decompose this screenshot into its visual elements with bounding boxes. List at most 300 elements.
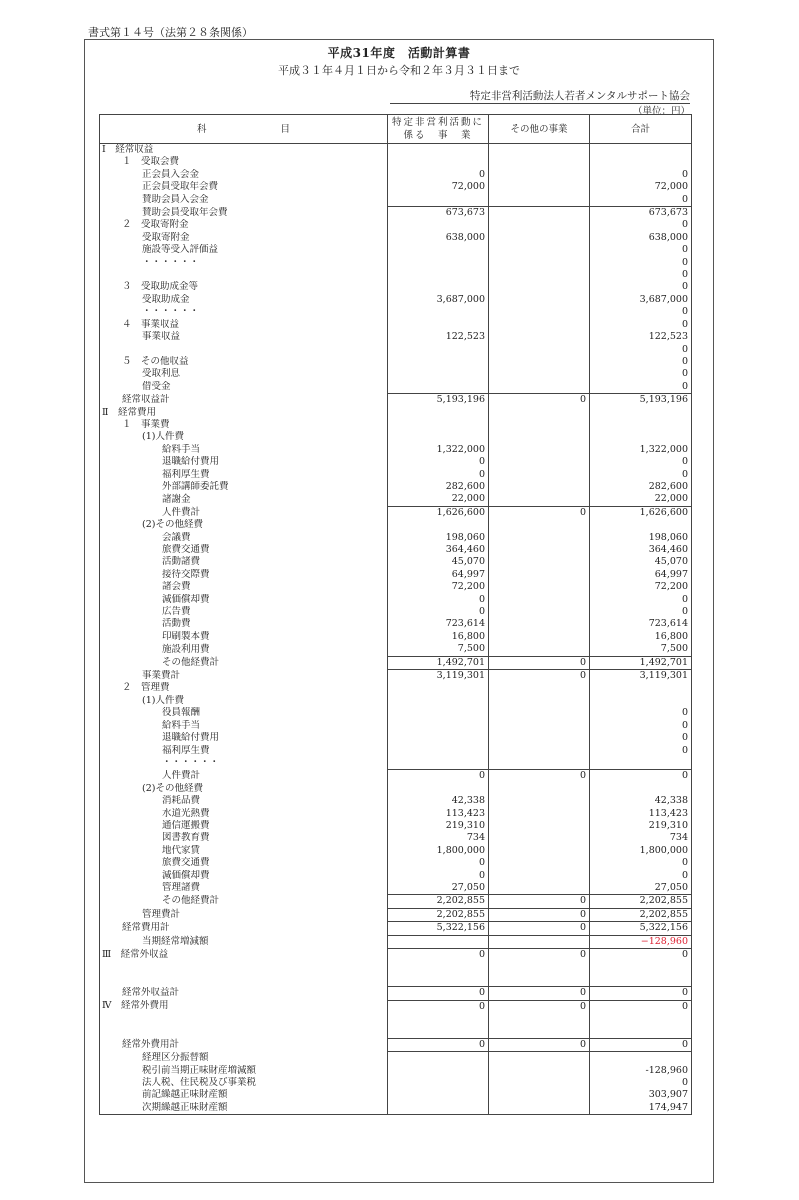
row-label: 消耗品費 (100, 795, 388, 807)
total-amount (590, 431, 692, 443)
total-amount (590, 1013, 692, 1025)
specific-activities-amount (388, 244, 489, 256)
total-amount (590, 407, 692, 419)
specific-activities-amount (388, 156, 489, 168)
total-amount: 0 (590, 368, 692, 380)
table-row (100, 832, 692, 844)
table-row (100, 922, 692, 935)
row-label: 広告費 (100, 606, 388, 618)
specific-activities-amount: 5,193,196 (388, 394, 489, 407)
table-row (100, 232, 692, 244)
row-label: １ 事業費 (100, 419, 388, 431)
table-row (100, 556, 692, 568)
specific-activities-amount: 638,000 (388, 232, 489, 244)
table-row (100, 281, 692, 293)
total-amount: 113,423 (590, 808, 692, 820)
table-row (100, 544, 692, 556)
table-row (100, 532, 692, 544)
row-label: Ⅲ 経常外収益 (100, 948, 388, 961)
other-activities-amount (489, 381, 590, 394)
specific-activities-amount (388, 269, 489, 281)
specific-activities-amount: 0 (388, 1000, 489, 1013)
table-row (100, 581, 692, 593)
other-activities-amount (489, 808, 590, 820)
specific-activities-amount (388, 419, 489, 431)
specific-activities-amount: 2,202,855 (388, 908, 489, 921)
row-label: (2)その他経費 (100, 519, 388, 531)
row-label: 前記繰越正味財産額 (100, 1089, 388, 1101)
row-label: 退職給付費用 (100, 456, 388, 468)
specific-activities-amount: 0 (388, 857, 489, 869)
total-amount (590, 974, 692, 987)
total-amount: 734 (590, 832, 692, 844)
total-amount: 122,523 (590, 331, 692, 343)
row-label: 給料手当 (100, 720, 388, 732)
activity-statement-table (99, 114, 692, 1115)
row-label: 賛助会員受取年会費 (100, 207, 388, 220)
total-amount: 72,000 (590, 181, 692, 193)
table-row (100, 1013, 692, 1025)
other-activities-amount: 0 (489, 770, 590, 783)
other-activities-amount (489, 795, 590, 807)
total-amount: 0 (590, 1038, 692, 1051)
form-number: 書式第１４号（法第２８条関係） (88, 26, 253, 39)
total-amount: 0 (590, 306, 692, 318)
table-row (100, 908, 692, 921)
total-amount: 5,193,196 (590, 394, 692, 407)
specific-activities-amount: 0 (388, 456, 489, 468)
other-activities-amount (489, 419, 590, 431)
row-label (100, 974, 388, 987)
other-activities-amount (489, 594, 590, 606)
specific-activities-amount (388, 695, 489, 707)
total-amount: 42,338 (590, 795, 692, 807)
other-activities-amount (489, 961, 590, 973)
total-amount: 303,907 (590, 1089, 692, 1101)
table-row (100, 783, 692, 795)
total-amount (590, 156, 692, 168)
total-amount: 0 (590, 857, 692, 869)
row-label: ２ 管理費 (100, 682, 388, 694)
specific-activities-amount: 0 (388, 870, 489, 882)
table-row (100, 707, 692, 719)
other-activities-amount (489, 331, 590, 343)
specific-activities-amount: 282,600 (388, 481, 489, 493)
row-label: Ⅳ 経常外費用 (100, 1000, 388, 1013)
table-row (100, 368, 692, 380)
total-amount (590, 961, 692, 973)
table-row (100, 882, 692, 895)
row-label (100, 1025, 388, 1038)
other-activities-amount (489, 169, 590, 181)
other-activities-amount (489, 1077, 590, 1089)
table-row (100, 481, 692, 493)
specific-activities-amount (388, 961, 489, 973)
total-amount: 364,460 (590, 544, 692, 556)
row-label: ・・・・・・ (100, 757, 388, 770)
row-label: ４ 事業収益 (100, 319, 388, 331)
total-amount: 27,050 (590, 882, 692, 895)
other-activities-amount (489, 481, 590, 493)
row-label: Ⅰ 経常収益 (100, 144, 388, 157)
total-amount: 45,070 (590, 556, 692, 568)
specific-activities-amount: 219,310 (388, 820, 489, 832)
other-activities-amount (489, 732, 590, 744)
specific-activities-amount: 364,460 (388, 544, 489, 556)
specific-activities-amount (388, 974, 489, 987)
row-label: 人件費計 (100, 506, 388, 519)
table-row (100, 820, 692, 832)
row-label: 賛助会員入会金 (100, 194, 388, 207)
specific-activities-amount (388, 1077, 489, 1089)
other-activities-amount (489, 181, 590, 193)
table-row (100, 845, 692, 857)
other-activities-amount (489, 1013, 590, 1025)
specific-activities-amount (388, 519, 489, 531)
header-other-activities: その他の事業 (489, 115, 590, 144)
specific-activities-amount (388, 431, 489, 443)
total-amount: 0 (590, 219, 692, 231)
specific-activities-amount: 2,202,855 (388, 895, 489, 908)
total-amount: −128,960 (590, 935, 692, 948)
table-row (100, 643, 692, 656)
total-amount: 1,800,000 (590, 845, 692, 857)
total-amount: 0 (590, 1000, 692, 1013)
specific-activities-amount (388, 720, 489, 732)
specific-activities-amount: 122,523 (388, 331, 489, 343)
other-activities-amount (489, 431, 590, 443)
total-amount: -128,960 (590, 1065, 692, 1077)
table-row (100, 1102, 692, 1115)
row-label: 受取利息 (100, 368, 388, 380)
specific-activities-amount: 113,423 (388, 808, 489, 820)
other-activities-amount: 0 (489, 948, 590, 961)
specific-activities-amount: 0 (388, 594, 489, 606)
total-amount: 638,000 (590, 232, 692, 244)
specific-activities-amount (388, 783, 489, 795)
row-label: 地代家賃 (100, 845, 388, 857)
other-activities-amount (489, 870, 590, 882)
specific-activities-amount (388, 344, 489, 356)
table-header-row (100, 115, 692, 144)
total-amount (590, 519, 692, 531)
row-label: 通信運搬費 (100, 820, 388, 832)
table-row (100, 456, 692, 468)
row-label: 正会員入会金 (100, 169, 388, 181)
total-amount: 16,800 (590, 631, 692, 643)
other-activities-amount (489, 783, 590, 795)
specific-activities-amount (388, 319, 489, 331)
specific-activities-amount: 1,492,701 (388, 656, 489, 669)
other-activities-amount (489, 845, 590, 857)
table-row (100, 1038, 692, 1051)
specific-activities-amount: 7,500 (388, 643, 489, 656)
table-row (100, 519, 692, 531)
row-label: ・・・・・・ (100, 257, 388, 269)
total-amount (590, 1025, 692, 1038)
total-amount: 0 (590, 169, 692, 181)
total-amount: 174,947 (590, 1102, 692, 1115)
total-amount: 0 (590, 606, 692, 618)
other-activities-amount: 0 (489, 1000, 590, 1013)
row-label: 活動費 (100, 618, 388, 630)
total-amount: 0 (590, 244, 692, 256)
total-amount: 0 (590, 720, 692, 732)
row-label: 役員報酬 (100, 707, 388, 719)
total-amount: 219,310 (590, 820, 692, 832)
total-amount: 2,202,855 (590, 895, 692, 908)
row-label: 事業費計 (100, 670, 388, 683)
specific-activities-amount (388, 757, 489, 770)
table-row (100, 1089, 692, 1101)
table-row (100, 344, 692, 356)
specific-activities-amount (388, 356, 489, 368)
row-label: 管理費計 (100, 908, 388, 921)
table-row (100, 1000, 692, 1013)
specific-activities-amount: 1,322,000 (388, 444, 489, 456)
specific-activities-amount: 198,060 (388, 532, 489, 544)
row-label: 当期経常増減額 (100, 935, 388, 948)
other-activities-amount (489, 695, 590, 707)
other-activities-amount: 0 (489, 670, 590, 683)
other-activities-amount (489, 407, 590, 419)
row-label: 経常費用計 (100, 922, 388, 935)
row-label: 経常外費用計 (100, 1038, 388, 1051)
table-row (100, 144, 692, 157)
other-activities-amount (489, 1065, 590, 1077)
table-row (100, 394, 692, 407)
table-row (100, 169, 692, 181)
specific-activities-amount (388, 257, 489, 269)
other-activities-amount (489, 974, 590, 987)
specific-activities-amount: 45,070 (388, 556, 489, 568)
total-amount: 0 (590, 732, 692, 744)
total-amount: 0 (590, 381, 692, 394)
table-row (100, 695, 692, 707)
table-row (100, 181, 692, 193)
other-activities-amount (489, 720, 590, 732)
other-activities-amount (489, 556, 590, 568)
other-activities-amount (489, 1025, 590, 1038)
total-amount: 0 (590, 469, 692, 481)
row-label: 経理区分振替額 (100, 1052, 388, 1065)
table-row (100, 732, 692, 744)
row-label: 経常収益計 (100, 394, 388, 407)
row-label: 事業収益 (100, 331, 388, 343)
other-activities-amount (489, 745, 590, 757)
row-label: 管理諸費 (100, 882, 388, 895)
row-label: 受取助成金 (100, 294, 388, 306)
other-activities-amount: 0 (489, 895, 590, 908)
total-amount: 723,614 (590, 618, 692, 630)
total-amount: 0 (590, 456, 692, 468)
table-row (100, 294, 692, 306)
table-row (100, 156, 692, 168)
specific-activities-amount: 1,626,600 (388, 506, 489, 519)
table-row (100, 656, 692, 669)
table-row (100, 770, 692, 783)
row-label: 税引前当期正味財産増減額 (100, 1065, 388, 1077)
other-activities-amount: 0 (489, 908, 590, 921)
row-label: 給料手当 (100, 444, 388, 456)
row-label: 次期繰越正味財産額 (100, 1102, 388, 1115)
other-activities-amount (489, 319, 590, 331)
table-row (100, 1077, 692, 1089)
other-activities-amount (489, 1089, 590, 1101)
header-item (100, 115, 388, 144)
row-label: 諸謝金 (100, 493, 388, 506)
total-amount: 7,500 (590, 643, 692, 656)
table-row (100, 631, 692, 643)
other-activities-amount: 0 (489, 506, 590, 519)
table-row (100, 469, 692, 481)
other-activities-amount (489, 144, 590, 157)
table-row (100, 935, 692, 948)
table-row (100, 1052, 692, 1065)
total-amount: 5,322,156 (590, 922, 692, 935)
row-label: 経常外収益計 (100, 987, 388, 1000)
table-row (100, 895, 692, 908)
table-row (100, 306, 692, 318)
other-activities-amount (489, 232, 590, 244)
table-row (100, 244, 692, 256)
total-amount (590, 144, 692, 157)
other-activities-amount: 0 (489, 1038, 590, 1051)
other-activities-amount (489, 456, 590, 468)
table-row (100, 974, 692, 987)
other-activities-amount (489, 281, 590, 293)
table-row (100, 682, 692, 694)
table-row (100, 870, 692, 882)
row-label: Ⅱ 経常費用 (100, 407, 388, 419)
table-row (100, 431, 692, 443)
table-row (100, 961, 692, 973)
row-label: (1)人件費 (100, 431, 388, 443)
other-activities-amount: 0 (489, 656, 590, 669)
other-activities-amount (489, 757, 590, 770)
table-row (100, 987, 692, 1000)
other-activities-amount (489, 368, 590, 380)
other-activities-amount (489, 294, 590, 306)
specific-activities-amount (388, 144, 489, 157)
row-label (100, 269, 388, 281)
specific-activities-amount: 42,338 (388, 795, 489, 807)
row-label: 水道光熱費 (100, 808, 388, 820)
table-row (100, 795, 692, 807)
other-activities-amount (489, 707, 590, 719)
specific-activities-amount (388, 1102, 489, 1115)
specific-activities-amount (388, 407, 489, 419)
table-row (100, 407, 692, 419)
row-label: 活動諸費 (100, 556, 388, 568)
specific-activities-amount (388, 1065, 489, 1077)
row-label: (2)その他経費 (100, 783, 388, 795)
total-amount: 0 (590, 745, 692, 757)
specific-activities-amount (388, 219, 489, 231)
total-amount: 3,687,000 (590, 294, 692, 306)
other-activities-amount (489, 493, 590, 506)
row-label: 法人税、住民税及び事業税 (100, 1077, 388, 1089)
total-amount: 1,626,600 (590, 506, 692, 519)
header-specific-activities: 特定非営利活動に係る 事 業 (388, 115, 489, 144)
other-activities-amount (489, 631, 590, 643)
total-amount: 0 (590, 870, 692, 882)
unit-label: （単位：円） (632, 106, 690, 117)
row-label: 旅費交通費 (100, 544, 388, 556)
total-amount: 0 (590, 948, 692, 961)
other-activities-amount: 0 (489, 394, 590, 407)
table-row (100, 857, 692, 869)
other-activities-amount (489, 269, 590, 281)
specific-activities-amount: 72,000 (388, 181, 489, 193)
specific-activities-amount (388, 281, 489, 293)
total-amount (590, 419, 692, 431)
total-amount: 198,060 (590, 532, 692, 544)
total-amount: 0 (590, 770, 692, 783)
specific-activities-amount (388, 368, 489, 380)
other-activities-amount (489, 606, 590, 618)
row-label (100, 961, 388, 973)
specific-activities-amount: 72,200 (388, 581, 489, 593)
other-activities-amount (489, 832, 590, 844)
row-label: 正会員受取年会費 (100, 181, 388, 193)
row-label: 受取寄附金 (100, 232, 388, 244)
total-amount: 0 (590, 987, 692, 1000)
other-activities-amount (489, 581, 590, 593)
specific-activities-amount: 0 (388, 948, 489, 961)
total-amount: 72,200 (590, 581, 692, 593)
row-label: １ 受取会費 (100, 156, 388, 168)
specific-activities-amount (388, 194, 489, 207)
other-activities-amount (489, 643, 590, 656)
table-row (100, 269, 692, 281)
row-label: 諸会費 (100, 581, 388, 593)
table-row (100, 569, 692, 581)
row-label: その他経費計 (100, 895, 388, 908)
document-title: 平成31年度 活動計算書 (327, 46, 471, 60)
table-row (100, 207, 692, 220)
total-amount: 0 (590, 594, 692, 606)
row-label: 図書教育費 (100, 832, 388, 844)
specific-activities-amount (388, 306, 489, 318)
row-label: 減価償却費 (100, 594, 388, 606)
table-row (100, 331, 692, 343)
specific-activities-amount (388, 381, 489, 394)
row-label: 福利厚生費 (100, 745, 388, 757)
table-row (100, 493, 692, 506)
table-row (100, 745, 692, 757)
total-amount: 282,600 (590, 481, 692, 493)
table-row (100, 219, 692, 231)
other-activities-amount (489, 244, 590, 256)
specific-activities-amount (388, 1025, 489, 1038)
other-activities-amount (489, 569, 590, 581)
row-label (100, 344, 388, 356)
specific-activities-amount (388, 682, 489, 694)
table-row (100, 618, 692, 630)
total-amount: 1,322,000 (590, 444, 692, 456)
specific-activities-amount: 64,997 (388, 569, 489, 581)
row-label: 施設等受入評価益 (100, 244, 388, 256)
row-label: 接待交際費 (100, 569, 388, 581)
total-amount: 0 (590, 269, 692, 281)
specific-activities-amount (388, 1052, 489, 1065)
table-row (100, 506, 692, 519)
total-amount (590, 783, 692, 795)
row-label: 旅費交通費 (100, 857, 388, 869)
total-amount: 0 (590, 281, 692, 293)
total-amount: 3,119,301 (590, 670, 692, 683)
